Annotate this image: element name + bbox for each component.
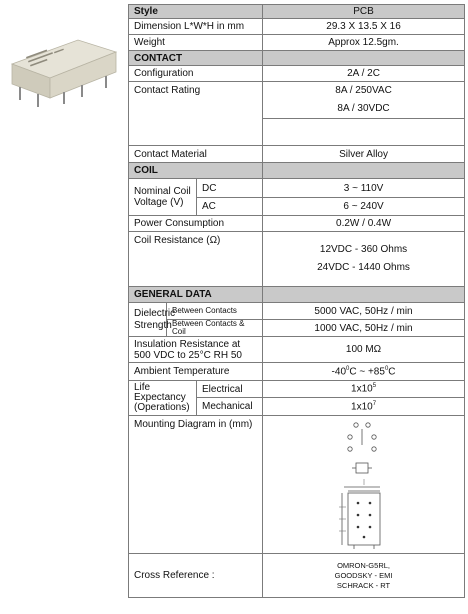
cross-ref-omron: OMRON-G5RL, — [337, 560, 390, 570]
weight-value: Approx 12.5gm. — [263, 35, 465, 51]
mechanical-label: Mechanical — [197, 398, 263, 416]
configuration-label: Configuration — [129, 66, 263, 82]
configuration-value: 2A / 2C — [263, 66, 465, 82]
ac-label: AC — [197, 198, 263, 216]
spec-table — [128, 4, 465, 598]
contact-rating-label: Contact Rating — [129, 82, 263, 146]
contact-material-label: Contact Material — [129, 146, 263, 163]
dc-label: DC — [197, 179, 263, 198]
contact-rating-ac: 8A / 250VAC — [335, 85, 392, 96]
contact-header: CONTACT — [129, 51, 263, 66]
mounting-diagram — [334, 419, 394, 551]
mounting-diagram-cell — [263, 416, 465, 554]
between-contacts-coil-value: 1000 VAC, 50Hz / min — [263, 320, 465, 337]
coil-header: COIL — [129, 163, 263, 179]
dimension-label: Dimension L*W*H in mm — [129, 19, 263, 35]
coil-resistance-12v: 12VDC - 360 Ohms — [319, 244, 408, 255]
insulation-label: Insulation Resistance at 500 VDC to 25°C RH 50 — [129, 337, 263, 363]
style-value: PCB — [263, 5, 465, 19]
coil-resistance-value — [263, 232, 465, 287]
cross-reference-value — [263, 554, 465, 598]
ambient-label: Ambient Temperature — [129, 363, 263, 381]
dimension-value: 29.3 X 13.5 X 16 — [263, 19, 465, 35]
between-contacts-value: 5000 VAC, 50Hz / min — [263, 303, 465, 320]
contact-rating-value — [263, 82, 465, 119]
cross-reference-label: Cross Reference : — [129, 554, 263, 598]
electrical-value: $1x10^5$ — [263, 381, 465, 398]
weight-label: Weight — [129, 35, 263, 51]
relay-photo — [8, 30, 120, 110]
between-contacts-coil-label: Between Contacts & Coil — [167, 320, 263, 337]
power-value: 0.2W / 0.4W — [263, 216, 465, 232]
between-contacts-label: Between Contacts — [167, 303, 263, 320]
cross-ref-goodsky: GOODSKY - EMI — [334, 570, 393, 580]
mounting-label: Mounting Diagram in (mm) — [129, 416, 263, 554]
insulation-value: 100 MΩ — [263, 337, 465, 363]
mechanical-value: $1x10^7$ — [263, 398, 465, 416]
nominal-coil-label: Nominal Coil Voltage (V) — [129, 179, 197, 216]
electrical-label: Electrical — [197, 381, 263, 398]
contact-rating-dc: 8A / 30VDC — [337, 103, 390, 114]
ambient-value: $-40^0C$ ~ $+85^0C$ — [263, 363, 465, 381]
dielectric-label: Dielectric Strength — [129, 303, 167, 337]
coil-resistance-24v: 24VDC - 1440 Ohms — [317, 262, 410, 273]
contact-material-value: Silver Alloy — [263, 146, 465, 163]
general-data-header: GENERAL DATA — [129, 287, 263, 303]
dc-value: 3 ~ 110V — [263, 179, 465, 198]
style-label: Style — [129, 5, 263, 19]
power-label: Power Consumption — [129, 216, 263, 232]
life-expectancy-label: Life Expectancy (Operations) — [129, 381, 197, 416]
ac-value: 6 ~ 240V — [263, 198, 465, 216]
cross-ref-schrack: SCHRACK - RT — [336, 580, 391, 590]
coil-resistance-label: Coil Resistance (Ω) — [129, 232, 263, 287]
